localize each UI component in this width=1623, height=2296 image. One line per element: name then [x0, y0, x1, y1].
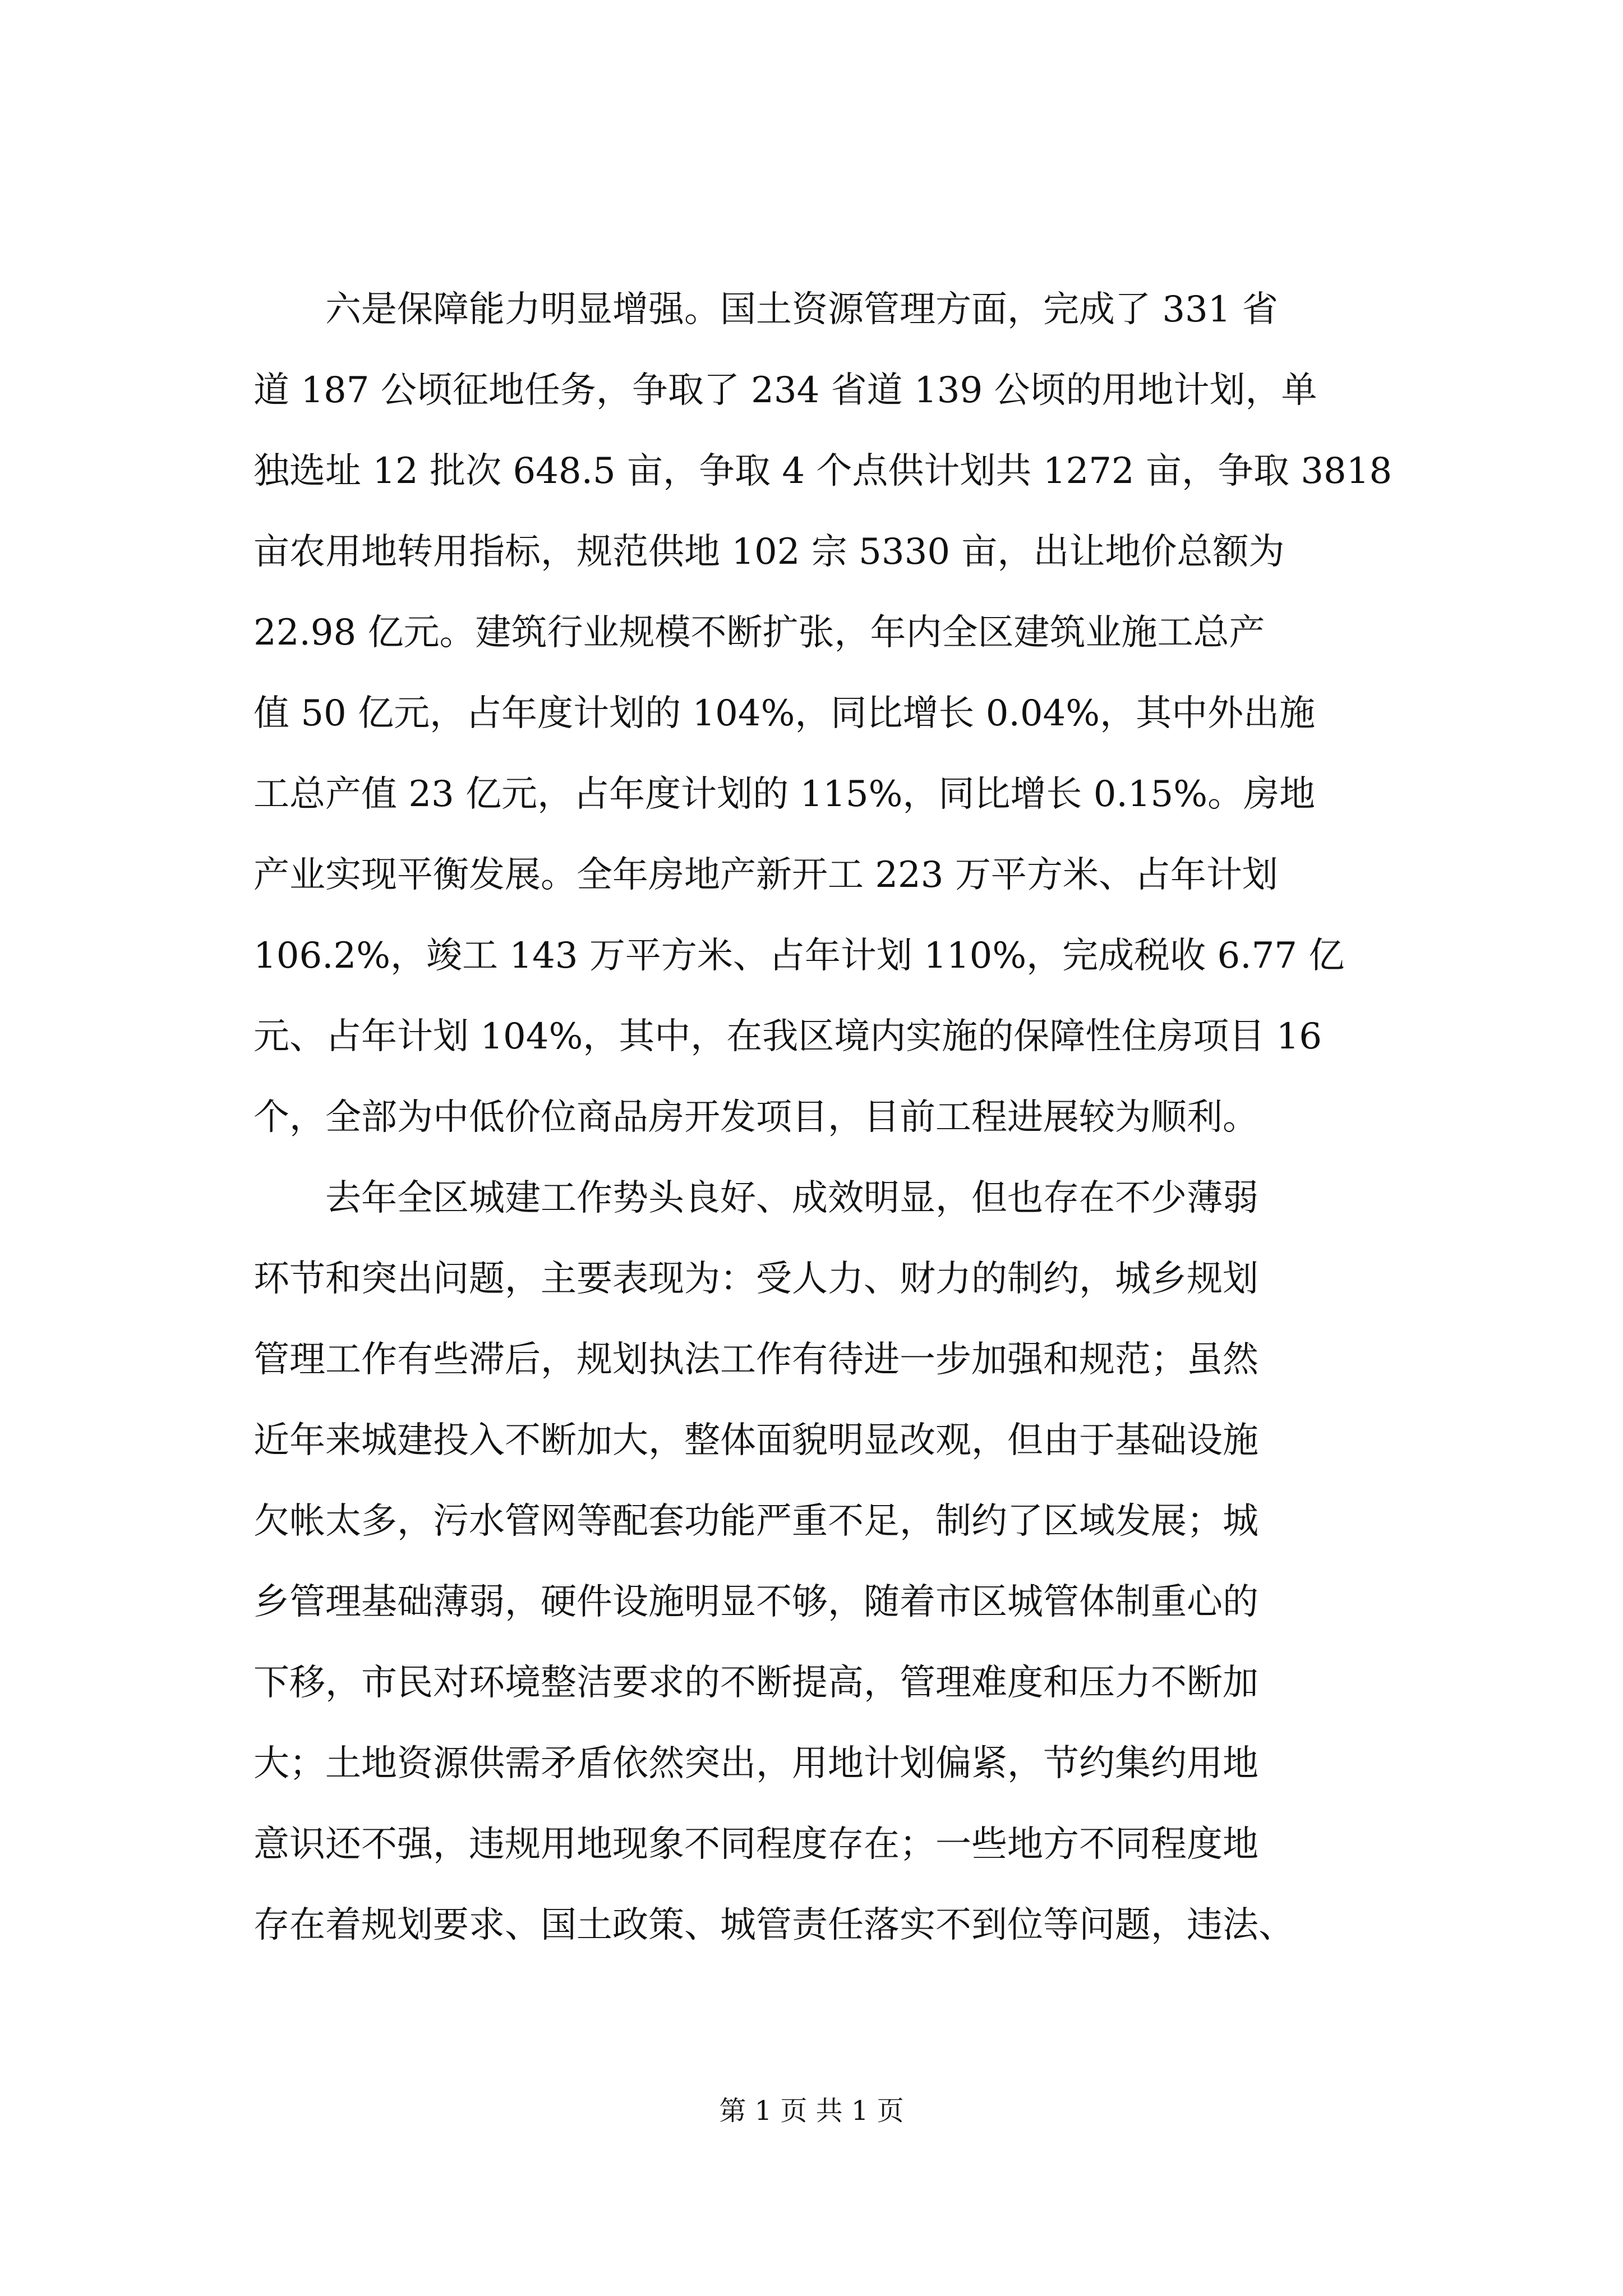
text-line: 意识还不强，违规用地现象不同程度存在；一些地方不同程度地 — [253, 1824, 1258, 1865]
text-line: 欠帐太多，污水管网等配套功能严重不足，制约了区域发展；城 — [253, 1501, 1258, 1542]
text-line: 乡管理基础薄弱，硬件设施明显不够，随着市区城管体制重心的 — [253, 1581, 1258, 1623]
paragraph-1 — [253, 269, 1409, 1158]
text-line: 存在着规划要求、国土政策、城管责任落实不到位等问题，违法、 — [253, 1904, 1294, 1946]
text-line: 管理工作有些滞后，规划执法工作有待进一步加强和规范；虽然 — [253, 1339, 1258, 1381]
text-line: 环节和突出问题，主要表现为：受人力、财力的制约，城乡规划 — [253, 1258, 1258, 1300]
text-line: 亩农用地转用指标，规范供地 102 宗 5330 亩，出让地价总额为 — [253, 531, 1285, 573]
text-line: 22.98 亿元。建筑行业规模不断扩张，年内全区建筑业施工总产 — [253, 612, 1265, 654]
page-number-label: 第 1 页 共 1 页 — [719, 2095, 904, 2127]
paragraph-2 — [253, 1158, 1409, 1966]
text-line: 值 50 亿元，占年度计划的 104%，同比增长 0.04%，其中外出施 — [253, 693, 1316, 734]
text-line: 道 187 公顷征地任务，争取了 234 省道 139 公顷的用地计划，单 — [253, 370, 1317, 411]
text-line: 个，全部为中低价位商品房开发项目，目前工程进展较为顺利。 — [253, 1097, 1258, 1138]
text-line: 六是保障能力明显增强。国土资源管理方面，完成了 331 省 — [253, 289, 1278, 330]
body-text — [253, 269, 1409, 1966]
text-line: 工总产值 23 亿元，占年度计划的 115%，同比增长 0.15%。房地 — [253, 774, 1316, 815]
text-line: 独选址 12 批次 648.5 亩，争取 4 个点供计划共 1272 亩，争取 3818 — [253, 450, 1393, 492]
text-line: 近年来城建投入不断加大，整体面貌明显改观，但由于基础设施 — [253, 1420, 1258, 1461]
text-line: 大；土地资源供需矛盾依然突出，用地计划偏紧，节约集约用地 — [253, 1743, 1258, 1784]
text-line: 106.2%，竣工 143 万平方米、占年计划 110%，完成税收 6.77 亿 — [253, 935, 1345, 977]
page-footer — [0, 2089, 1623, 2128]
text-line: 下移，市民对环境整洁要求的不断提高，管理难度和压力不断加 — [253, 1662, 1258, 1704]
text-line: 去年全区城建工作势头良好、成效明显，但也存在不少薄弱 — [253, 1177, 1258, 1219]
text-line: 元、占年计划 104%，其中，在我区境内实施的保障性住房项目 16 — [253, 1016, 1322, 1057]
text-line: 产业实现平衡发展。全年房地产新开工 223 万平方米、占年计划 — [253, 854, 1278, 896]
